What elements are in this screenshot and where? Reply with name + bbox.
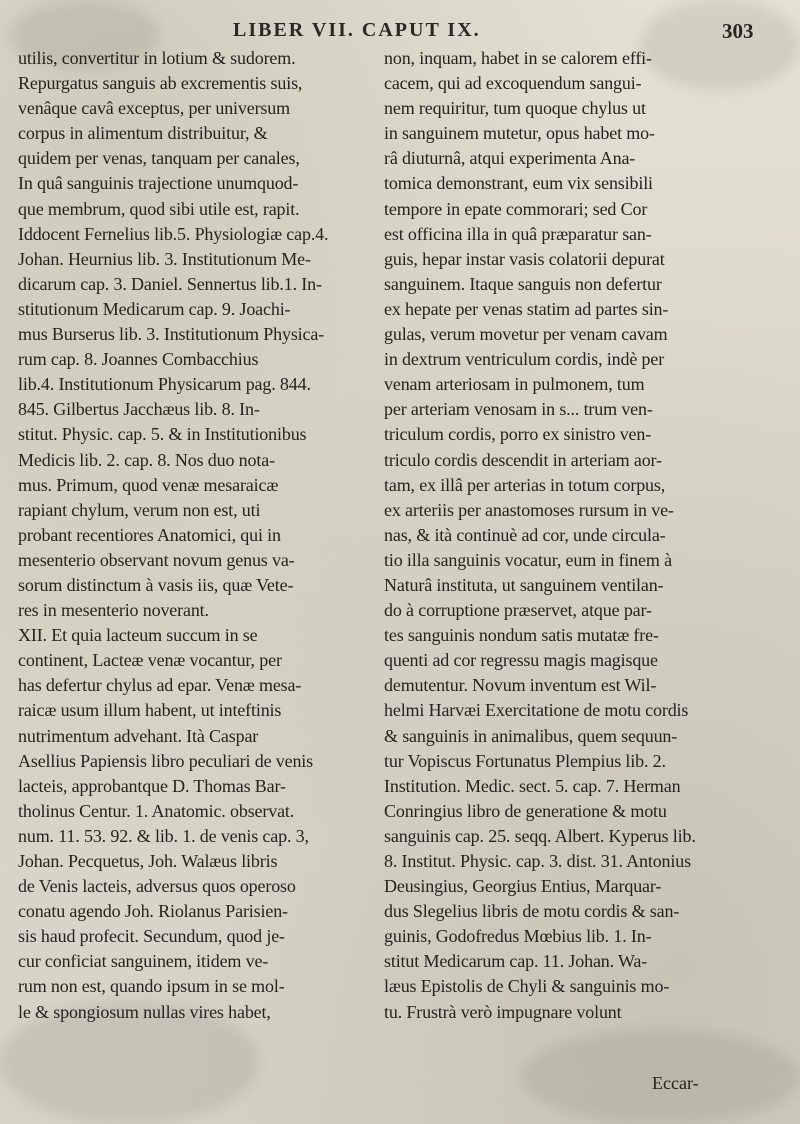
text-line: sanguinis cap. 25. seqq. Albert. Kyperus lib. xyxy=(384,825,696,846)
page-number: 303 xyxy=(722,19,754,43)
text-line: tomica demonstrant, eum vix sensibili xyxy=(384,173,653,194)
text-line: do à corruptione præservet, atque par- xyxy=(384,600,652,621)
text-line: lacteis, approbantque D. Thomas Bar- xyxy=(18,775,286,796)
text-line: Deusingius, Georgius Entius, Marquar- xyxy=(384,876,662,897)
text-line: rum cap. 8. Joannes Combacchius xyxy=(18,349,259,370)
text-line: & sanguinis in animalibus, quem sequun- xyxy=(384,725,678,746)
text-line: gulas, verum movetur per venam cavam xyxy=(384,324,668,345)
text-line: mus Burserus lib. 3. Institutionum Physica- xyxy=(18,324,325,345)
text-line: in sanguinem mutetur, opus habet mo- xyxy=(384,123,655,144)
text-line: mesenterio observant novum genus va- xyxy=(18,549,295,570)
text-line: ex hepate per venas statim ad partes sin- xyxy=(384,298,669,319)
text-line: res in mesenterio noverant. xyxy=(18,600,209,621)
text-line: helmi Harvæi Exercitatione de motu cordis xyxy=(384,700,689,721)
text-line: Naturâ instituta, ut sanguinem ventilan- xyxy=(384,574,664,595)
text-line: Institution. Medic. sect. 5. cap. 7. Herman xyxy=(384,775,681,796)
text-line: triculum cordis, porro ex sinistro ven- xyxy=(384,424,652,445)
text-line: per arteriam venosam in s... trum ven- xyxy=(384,399,653,420)
text-line: conatu agendo Joh. Riolanus Parisien- xyxy=(18,901,288,922)
page-header xyxy=(0,14,800,44)
text-line: lib.4. Institutionum Physicarum pag. 844. xyxy=(18,374,311,395)
text-line: rum non est, quando ipsum in se mol- xyxy=(18,976,285,997)
text-line: tholinus Centur. 1. Anatomic. observat. xyxy=(18,800,295,821)
text-line: tam, ex illâ per arterias in totum corpus, xyxy=(384,474,666,495)
text-line: guis, hepar instar vasis colatorii depurat xyxy=(384,248,665,269)
text-line: continent, Lacteæ venæ vocantur, per xyxy=(18,650,282,671)
text-line: nutrimentum advehant. Ità Caspar xyxy=(18,725,259,746)
text-line: tio illa sanguinis vocatur, eum in finem à xyxy=(384,549,672,570)
running-head: LIBER VII. CAPUT IX. xyxy=(233,19,481,41)
text-line: le & spongiosum nullas vires habet, xyxy=(18,1001,271,1022)
text-line: utilis, convertitur in lotium & sudorem. xyxy=(18,48,296,68)
text-line: In quâ sanguinis trajectione unumquod- xyxy=(18,173,299,194)
text-line: tempore in epate commorari; sed Cor xyxy=(384,198,648,219)
text-line: de Venis lacteis, adversus quos operoso xyxy=(18,876,296,897)
text-line: 8. Institut. Physic. cap. 3. dist. 31. Antonius xyxy=(384,851,691,871)
text-line: nas, & ità continuè ad cor, unde circula- xyxy=(384,524,666,545)
text-line: que membrum, quod sibi utile est, rapit. xyxy=(18,198,300,219)
text-line: Johan. Pecquetus, Joh. Walæus libris xyxy=(18,851,278,871)
right-column xyxy=(384,46,746,1025)
text-line: sanguinem. Itaque sanguis non defertur xyxy=(384,273,662,294)
text-line: 845. Gilbertus Jacchæus lib. 8. In- xyxy=(18,399,260,420)
text-line: num. 11. 53. 92. & lib. 1. de venis cap. 3, xyxy=(18,825,309,846)
text-line: venam arteriosam in pulmonem, tum xyxy=(384,374,645,395)
text-line: guinis, Godofredus Mœbius lib. 1. In- xyxy=(384,926,652,947)
text-line: stitut. Physic. cap. 5. & in Institutionibus xyxy=(18,424,307,445)
catchword: Eccar- xyxy=(652,1073,699,1093)
text-line: cur conficiat sanguinem, itidem ve- xyxy=(18,951,269,972)
text-line: nem requiritur, tum quoque chylus ut xyxy=(384,98,646,119)
text-line: stitut Medicarum cap. 11. Johan. Wa- xyxy=(384,951,648,972)
text-line: non, inquam, habet in se calorem effi- xyxy=(384,48,652,68)
text-line: mus. Primum, quod venæ mesaraicæ xyxy=(18,474,279,495)
text-line: probant recentiores Anatomici, qui in xyxy=(18,524,281,545)
text-line: stitutionum Medicarum cap. 9. Joachi- xyxy=(18,298,291,319)
text-line: læus Epistolis de Chyli & sanguinis mo- xyxy=(384,976,670,997)
text-line: XII. Et quia lacteum succum in se xyxy=(18,625,258,646)
text-line: dus Slegelius libris de motu cordis & san- xyxy=(384,901,680,922)
text-line: Repurgatus sanguis ab excrementis suis, xyxy=(18,73,303,94)
text-line: corpus in alimentum distribuitur, & xyxy=(18,123,268,144)
text-line: Asellius Papiensis libro peculiari de venis xyxy=(18,750,313,771)
text-line: Johan. Heurnius lib. 3. Institutionum Me- xyxy=(18,248,311,269)
text-line: sis haud profecit. Secundum, quod je- xyxy=(18,926,285,947)
text-line: rapiant chylum, verum non est, uti xyxy=(18,499,261,520)
text-line: ex arteriis per anastomoses rursum in ve- xyxy=(384,499,674,520)
text-line: tur Vopiscus Fortunatus Plempius lib. 2. xyxy=(384,750,666,771)
text-line: in dextrum ventriculum cordis, indè per xyxy=(384,349,665,370)
text-line: quidem per venas, tanquam per canales, xyxy=(18,148,300,169)
text-line: demutentur. Novum inventum est Wil- xyxy=(384,675,657,696)
text-line: Conringius libro de generatione & motu xyxy=(384,800,667,821)
text-line: raicæ usum illum habent, ut inteftinis xyxy=(18,700,282,721)
text-line: est officina illa in quâ præparatur san- xyxy=(384,223,652,244)
text-line: cacem, qui ad excoquendum sangui- xyxy=(384,73,642,94)
text-line: triculo cordis descendit in arteriam aor- xyxy=(384,449,662,470)
text-line: tes sanguinis nondum satis mutatæ fre- xyxy=(384,625,659,646)
text-line: sorum distinctum à vasis iis, quæ Vete- xyxy=(18,574,294,595)
text-line: venâque cavâ exceptus, per universum xyxy=(18,98,290,119)
text-line: dicarum cap. 3. Daniel. Sennertus lib.1. In- xyxy=(18,273,322,294)
text-line: Medicis lib. 2. cap. 8. Nos duo nota- xyxy=(18,449,275,470)
text-line: râ diuturnâ, atqui experimenta Ana- xyxy=(384,148,636,169)
left-column xyxy=(18,46,380,1025)
text-line: quenti ad cor regressu magis magisque xyxy=(384,650,658,671)
text-line: has defertur chylus ad epar. Venæ mesa- xyxy=(18,675,302,696)
text-line: Iddocent Fernelius lib.5. Physiologiæ cap.4. xyxy=(18,223,329,244)
text-line: tu. Frustrà verò impugnare volunt xyxy=(384,1001,622,1022)
